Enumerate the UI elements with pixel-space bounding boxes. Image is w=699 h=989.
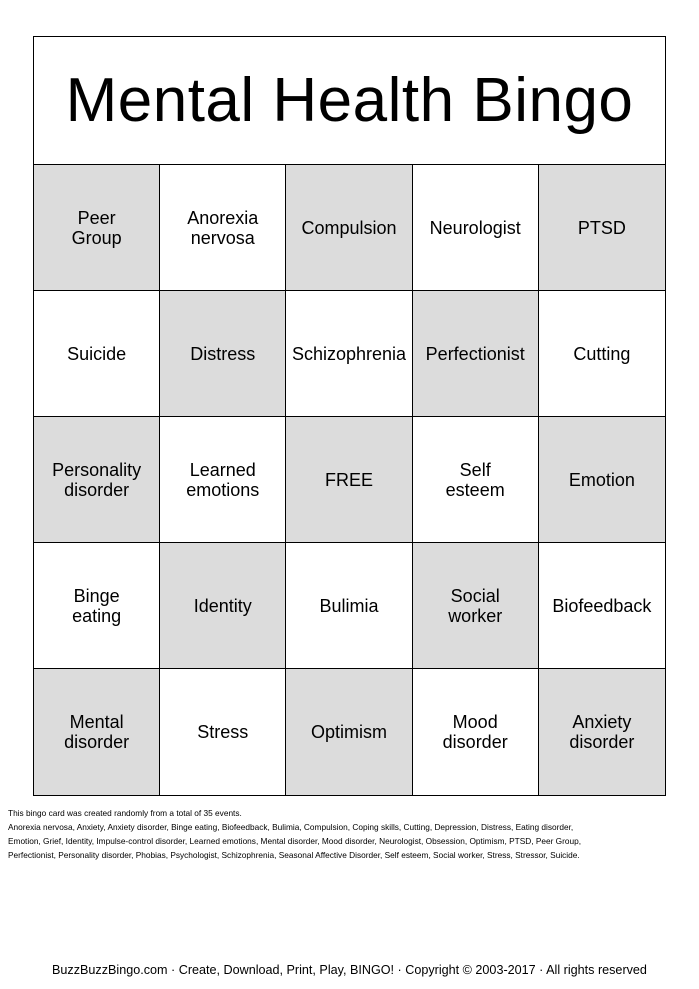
bingo-cell: Schizophrenia	[286, 291, 412, 417]
bingo-cell: Optimism	[286, 669, 412, 795]
footnote-line: Perfectionist, Personality disorder, Phobias, Psychologist, Schizophrenia, Seasonal Affective Disorder, Self esteem, Social worker, Stress, Stressor, Suicide.	[8, 850, 580, 860]
bingo-cell: Cutting	[539, 291, 665, 417]
bingo-cell: Anorexia nervosa	[160, 165, 286, 291]
bingo-cell: Bulimia	[286, 543, 412, 669]
bingo-cell: Mental disorder	[34, 669, 160, 795]
bingo-cell: Biofeedback	[539, 543, 665, 669]
footer-copyright: BuzzBuzzBingo.com · Create, Download, Print, Play, BINGO! · Copyright © 2003-2017 · All rights reserved	[52, 963, 647, 977]
bingo-cell: Stress	[160, 669, 286, 795]
bingo-cell: Peer Group	[34, 165, 160, 291]
bingo-cell: Identity	[160, 543, 286, 669]
bingo-cell: Emotion	[539, 417, 665, 543]
bingo-grid	[34, 165, 665, 795]
bingo-cell: Neurologist	[413, 165, 539, 291]
bingo-cell: Self esteem	[413, 417, 539, 543]
bingo-cell: Learned emotions	[160, 417, 286, 543]
footnote-line: Anorexia nervosa, Anxiety, Anxiety disorder, Binge eating, Biofeedback, Bulimia, Compulsion, Coping skills, Cutting, Depression, Distress, Eating disorder,	[8, 822, 574, 832]
bingo-cell: Binge eating	[34, 543, 160, 669]
bingo-cell: Perfectionist	[413, 291, 539, 417]
footnote-line: Emotion, Grief, Identity, Impulse-control disorder, Learned emotions, Mental disorder, Mood disorder, Neurologist, Obsession, Optimism, PTSD, Peer Group,	[8, 836, 582, 846]
bingo-cell: PTSD	[539, 165, 665, 291]
page-title: Mental Health Bingo	[65, 66, 634, 135]
bingo-cell: Anxiety disorder	[539, 669, 665, 795]
bingo-cell: Distress	[160, 291, 286, 417]
bingo-cell: Social worker	[413, 543, 539, 669]
bingo-card	[33, 36, 666, 796]
bingo-cell: Personality disorder	[34, 417, 160, 543]
title-box	[34, 37, 665, 165]
footnote	[8, 806, 688, 862]
bingo-cell: Suicide	[34, 291, 160, 417]
bingo-cell: Compulsion	[286, 165, 412, 291]
bingo-cell: FREE	[286, 417, 412, 543]
bingo-cell: Mood disorder	[413, 669, 539, 795]
footnote-line: This bingo card was created randomly from a total of 35 events.	[8, 808, 242, 818]
